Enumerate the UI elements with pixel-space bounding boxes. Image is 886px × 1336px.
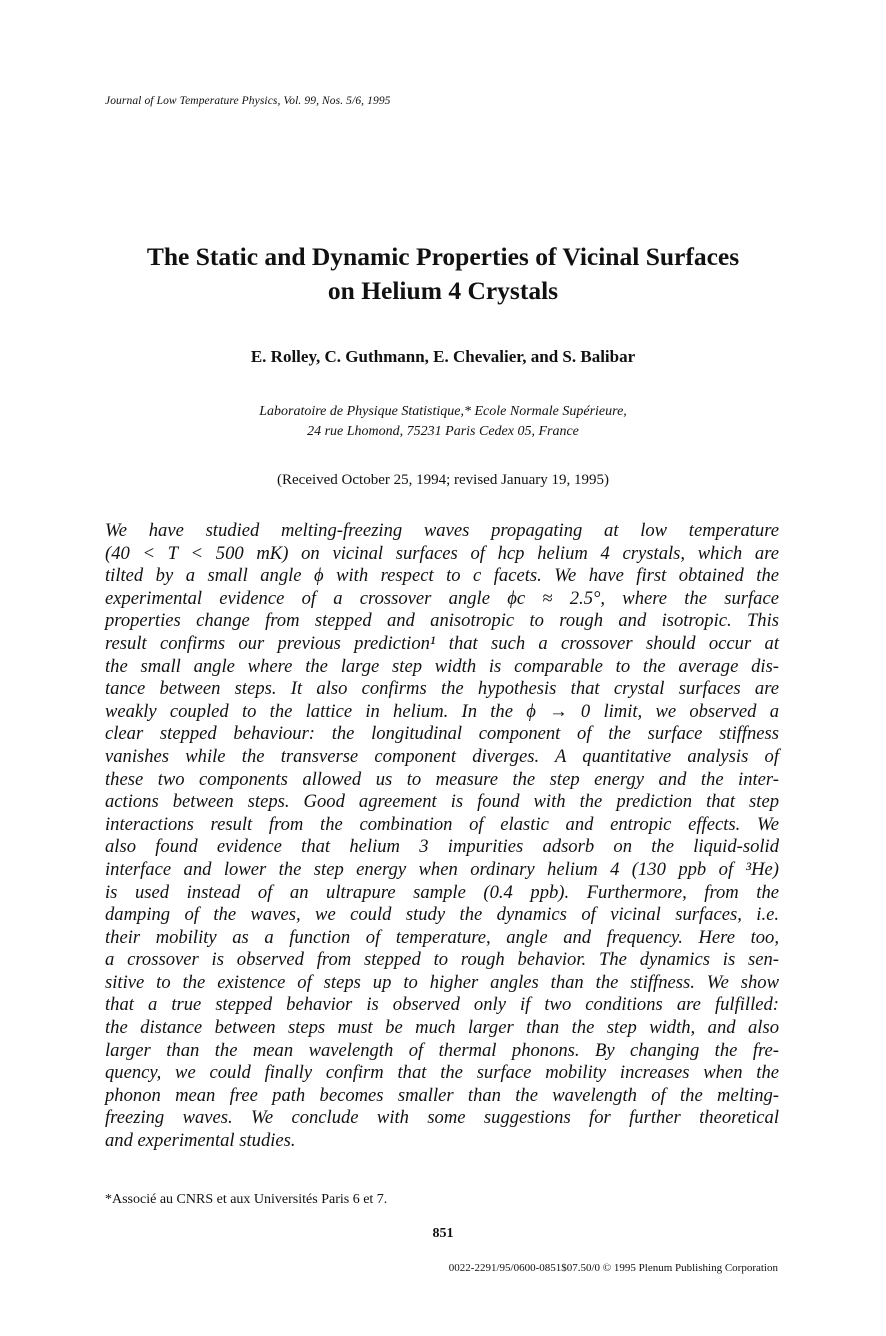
title-line-1: The Static and Dynamic Properties of Vicinal Surfaces [146, 242, 740, 271]
abstract-line: quency, we could finally confirm that the surface mobility increases when the [105, 1062, 779, 1084]
abstract-line: experimental evidence of a crossover angle ϕc ≈ 2.5°, where the surface [105, 587, 779, 609]
abstract-line: sitive to the existence of steps up to higher angles than the stiffness. We show [105, 971, 779, 993]
abstract-line: clear stepped behaviour: the longitudinal component of the surface stiffness [105, 723, 779, 745]
affiliation [60, 402, 826, 442]
abstract-line: vanishes while the transverse component diverges. A quantitative analysis of [105, 745, 779, 767]
abstract-line: these two components allowed us to measure the step energy and the inter- [105, 768, 779, 790]
abstract-line: their mobility as a function of temperature, angle and frequency. Here too, [105, 926, 779, 948]
affiliation-line-1: Laboratoire de Physique Statistique,* Ecole Normale Supérieure, [259, 404, 627, 419]
abstract-line: interactions result from the combination of elastic and entropic effects. We [105, 813, 779, 835]
title-line-2: on Helium 4 Crystals [327, 276, 559, 305]
abstract-line: properties change from stepped and anisotropic to rough and isotropic. This [105, 610, 779, 632]
abstract-line: the small angle where the large step width is comparable to the average dis- [105, 655, 779, 677]
journal-citation: Journal of Low Temperature Physics, Vol. 99, Nos. 5/6, 1995 [105, 95, 391, 107]
abstract-line: and experimental studies. [105, 1130, 296, 1152]
abstract-line: tance between steps. It also confirms the hypothesis that crystal surfaces are [105, 678, 779, 700]
copyright-line: 0022-2291/95/0600-0851$07.50/0 © 1995 Plenum Publishing Corporation [448, 1262, 778, 1274]
affiliation-line-2: 24 rue Lhomond, 75231 Paris Cedex 05, France [307, 424, 579, 439]
abstract-line: phonon mean free path becomes smaller than the wavelength of the melting- [105, 1084, 779, 1106]
abstract-line: that a true stepped behavior is observed only if two conditions are fulfilled: [105, 994, 779, 1016]
abstract-line: result confirms our previous prediction¹ that such a crossover should occur at [105, 632, 779, 654]
abstract-line: We have studied melting-freezing waves propagating at low temperature [105, 520, 779, 541]
abstract-line: damping of the waves, we could study the dynamics of vicinal surfaces, i.e. [105, 904, 779, 926]
abstract-line: the distance between steps must be much larger than the step width, and also [105, 1017, 779, 1039]
abstract-line: is used instead of an ultrapure sample (0.4 ppb). Furthermore, from the [105, 881, 779, 903]
abstract-line: interface and lower the step energy when ordinary helium 4 (130 ppb of ³He) [105, 858, 779, 880]
article-title [60, 240, 826, 308]
abstract-line: weakly coupled to the lattice in helium. In the ϕ → 0 limit, we observed a [105, 700, 779, 722]
abstract-line: also found evidence that helium 3 impurities adsorb on the liquid-solid [105, 836, 779, 858]
authors: E. Rolley, C. Guthmann, E. Chevalier, and S. Balibar [250, 347, 636, 366]
received-dates: (Received October 25, 1994; revised January 19, 1995) [277, 472, 609, 488]
abstract-line: (40 < T < 500 mK) on vicinal surfaces of hcp helium 4 crystals, which are [105, 542, 779, 564]
page-number: 851 [432, 1226, 454, 1241]
footnote: *Associé au CNRS et aux Universités Paris 6 et 7. [105, 1192, 388, 1207]
abstract-line: actions between steps. Good agreement is found with the prediction that step [105, 791, 779, 813]
abstract-line: a crossover is observed from stepped to rough behavior. The dynamics is sen- [105, 949, 779, 971]
abstract-line: freezing waves. We conclude with some suggestions for further theoretical [105, 1107, 779, 1129]
abstract-line: tilted by a small angle ϕ with respect to c facets. We have first obtained the [105, 565, 779, 587]
abstract [105, 520, 779, 1153]
abstract-line: larger than the mean wavelength of thermal phonons. By changing the fre- [105, 1039, 779, 1061]
